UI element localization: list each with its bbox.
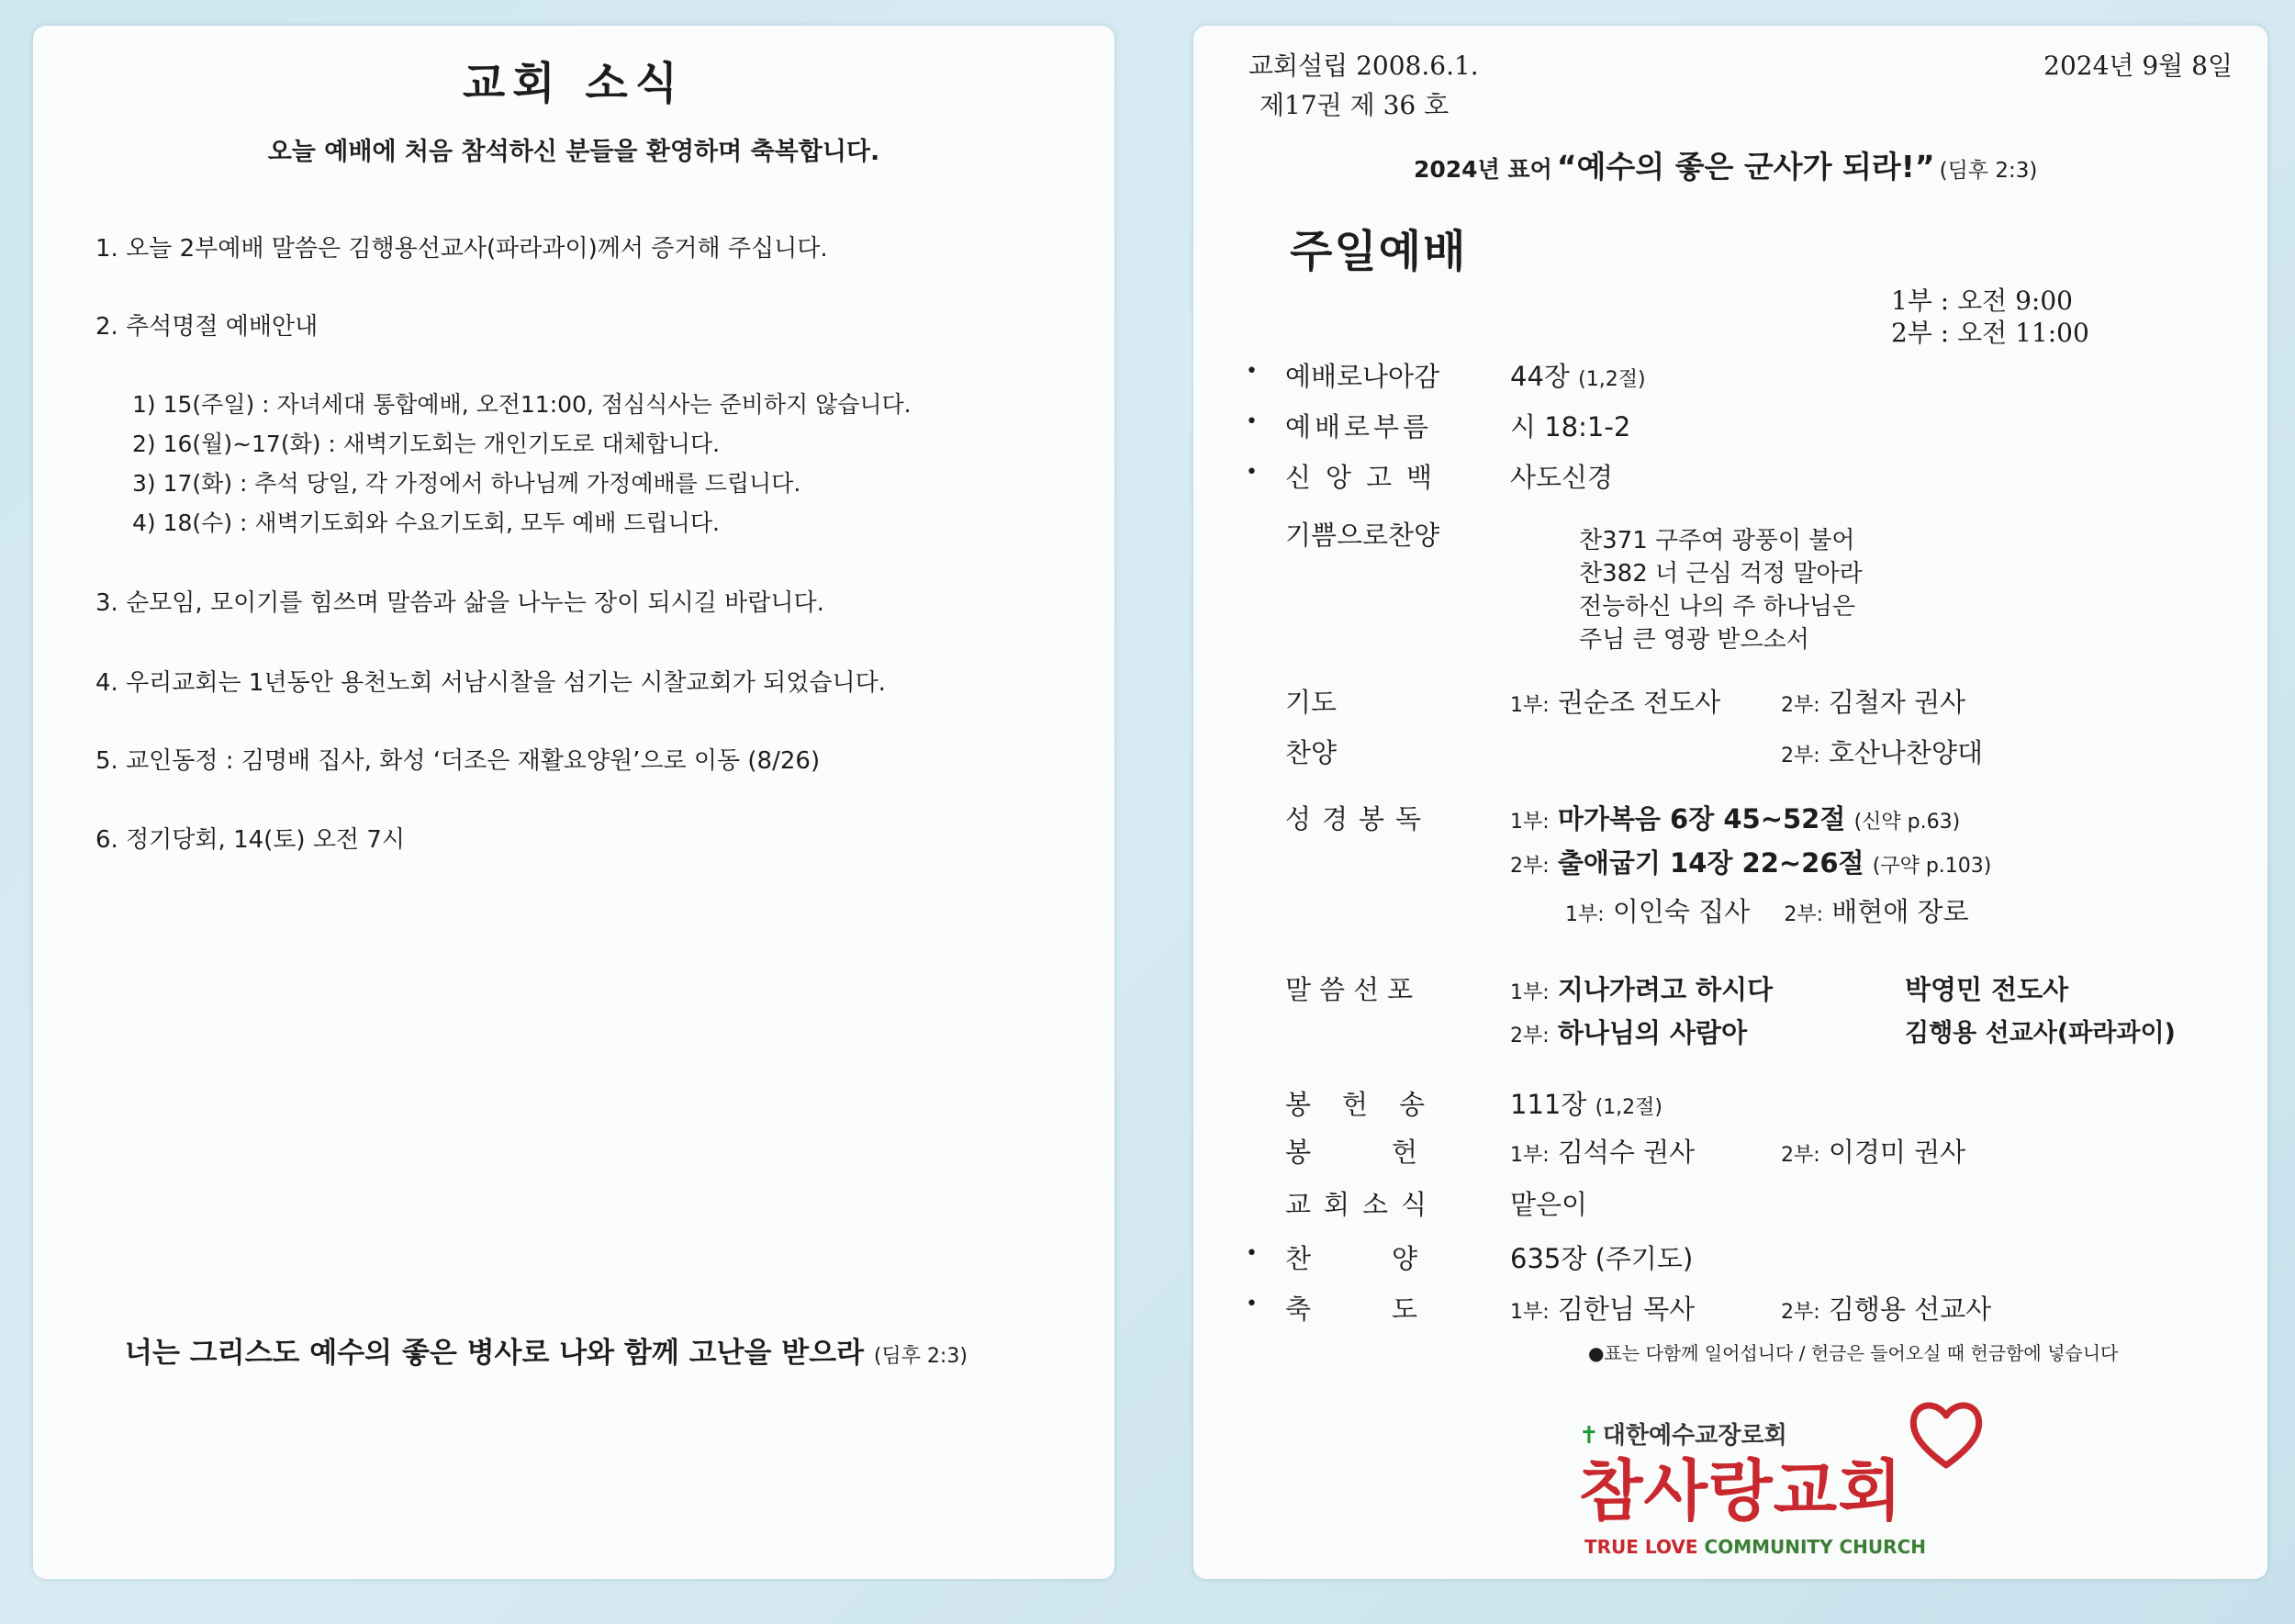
news-item-3: 3. 순모임, 모이기를 힘쓰며 말씀과 삶을 나누는 장이 되시길 바랍니다. [95,589,824,617]
part-2-tag: 2부: [1781,1301,1820,1324]
hymn-label [1285,1238,1499,1276]
part-2-tag: 2부: [1781,745,1820,767]
church-logo [1579,1394,1983,1568]
reading-label: 성경봉독 [1285,803,1433,834]
english-name-part-2: COMMUNITY CHURCH [1704,1536,1926,1558]
procession-hymn: 44장 [1510,361,1570,392]
news-label: 교회소식 [1285,1189,1440,1220]
hymn-label-text: 찬양 [1285,1243,1499,1274]
praise-song-3: 전능하신 나의 주 하나님은 [1579,593,1856,621]
news-title: 교회 소식 [462,58,686,109]
choir-2-name: 호산나찬양대 [1828,737,1983,768]
theme-prefix: 2024년 표어 [1414,156,1552,183]
benediction-2-name: 김행용 선교사 [1828,1294,1992,1325]
praise-label: 기쁨으로찬양 [1285,520,1440,551]
reading-1-passage: 마가복음 6장 45~52절 [1557,803,1846,834]
theme-text: “예수의 좋은 군사가 되라!” [1556,149,1935,185]
procession-value [1510,356,1646,394]
part-1-tag: 1부: [1510,1144,1550,1167]
sermon-1-preacher: 박영민 전도사 [1905,974,2069,1005]
reader-2-name: 배현애 장로 [1831,896,1969,927]
memory-verse-ref: (딤후 2:3) [873,1345,968,1368]
founded-date: 교회설립 2008.6.1. [1248,50,1479,81]
prayer-label [1285,682,1437,720]
call-value: 시 18:1-2 [1510,411,1631,442]
standing-bullet: • [1246,1293,1258,1316]
offering-1 [1510,1132,1695,1170]
benediction-label [1285,1289,1499,1327]
sermon-1 [1510,969,1773,1007]
service-time-1: 1부 : 오전 9:00 [1891,286,2073,316]
news-item-2: 2. 추석명절 예배안내 [95,313,319,341]
theme-ref: (딤후 2:3) [1939,159,2038,183]
choir-label-text: 찬양 [1285,737,1338,768]
reading-1 [1510,799,1960,836]
cross-icon: ✝ [1579,1422,1599,1450]
offering-2-name: 이경미 권사 [1828,1137,1966,1168]
readers [1565,891,1969,929]
news-subitem-4: 4) 18(수) : 새벽기도회와 수요기도회, 모두 예배 드립니다. [132,510,720,536]
bulletin-date: 2024년 9월 8일 [2043,50,2233,81]
news-item-6: 6. 정기당회, 14(토) 오전 7시 [95,826,405,854]
part-1-tag: 1부: [1510,811,1550,834]
offering-label [1285,1132,1499,1170]
standing-bullet: • [1246,360,1258,383]
volume-number: 제17권 제 36 호 [1259,90,1450,120]
prayer-1 [1510,682,1720,720]
hymn-value: 635장 (주기도) [1510,1243,1694,1274]
reading-2 [1510,843,1991,880]
standing-bullet: • [1246,461,1258,484]
welcome-message: 오늘 예배에 처음 참석하신 분들을 환영하며 축복합니다. [267,138,880,166]
english-name-part-1: TRUE LOVE [1584,1536,1698,1558]
praise-song-4: 주님 큰 영광 받으소서 [1579,626,1809,654]
creed-value: 사도신경 [1510,462,1614,493]
benediction-1 [1510,1289,1695,1327]
part-2-tag: 2부: [1510,855,1550,878]
denomination-text: 대한예수교장로회 [1602,1422,1787,1450]
news-value: 맡은이 [1510,1189,1588,1220]
news-item-4: 4. 우리교회는 1년동안 용천노회 서남시찰을 섬기는 시찰교회가 되었습니다. [95,669,886,697]
offering-label-text: 봉헌 [1285,1137,1499,1168]
heart-icon [1905,1394,1987,1476]
part-1-tag: 1부: [1510,694,1550,717]
news-subitem-3: 3) 17(화) : 추석 당일, 각 가정에서 하나님께 가정예배를 드립니다. [132,470,801,497]
offering-hymn-label [1285,1084,1457,1122]
service-title: 주일예배 [1290,226,1468,277]
sermon-2 [1510,1013,1747,1050]
offering-hymn-value [1510,1084,1662,1122]
benediction-label-text: 축도 [1285,1294,1499,1325]
procession-label: 예배로나아감 [1285,361,1440,392]
worship-order-page [1193,26,2267,1579]
benediction-2 [1781,1289,1991,1327]
offering-2 [1781,1132,1965,1170]
reading-1-page: (신약 p.63) [1853,811,1961,834]
prayer-2 [1781,682,1965,720]
yearly-theme [1414,143,2037,186]
standing-bullet: • [1246,1242,1258,1265]
church-news-page [33,26,1114,1579]
part-1-tag: 1부: [1510,1301,1550,1324]
memory-verse-text: 너는 그리스도 예수의 좋은 병사로 나와 함께 고난을 받으라 [125,1337,865,1370]
offering-hymn: 111장 [1510,1089,1587,1120]
call-label: 예배로부름 [1285,411,1433,442]
church-name-english [1584,1536,1926,1558]
sermon-2-title: 하나님의 사람아 [1557,1017,1748,1048]
offering-hymn-label-text: 봉헌송 [1285,1089,1457,1120]
reading-2-page: (구약 p.103) [1872,855,1992,878]
prayer-label-text: 기도 [1285,687,1338,718]
part-2-tag: 2부: [1781,694,1820,717]
part-1-tag: 1부: [1565,903,1605,926]
choir-2 [1781,733,1983,770]
praise-song-1: 찬371 구주여 광풍이 불어 [1579,527,1855,554]
memory-verse [125,1329,968,1371]
praise-song-2: 찬382 너 근심 걱정 말아라 [1579,560,1863,588]
part-2-tag: 2부: [1781,1144,1820,1167]
footnote: ●표는 다함께 일어섭니다 / 헌금은 들어오실 때 헌금함에 넣습니다 [1588,1342,2119,1364]
benediction-1-name: 김한님 목사 [1557,1294,1696,1325]
news-subitem-2: 2) 16(월)~17(화) : 새벽기도회는 개인기도로 대체합니다. [132,431,721,457]
creed-label: 신앙고백 [1285,462,1448,493]
procession-verse: (1,2절) [1578,368,1646,391]
service-time-2: 2부 : 오전 11:00 [1891,318,2089,348]
sermon-2-preacher: 김행용 선교사(파라과이) [1905,1019,2176,1047]
offering-1-name: 김석수 권사 [1557,1137,1696,1168]
sermon-1-title: 지나가려고 하시다 [1557,974,1774,1005]
prayer-2-name: 김철자 권사 [1828,687,1966,718]
offering-hymn-verse: (1,2절) [1595,1096,1662,1119]
church-name: 참사랑교회 [1579,1452,1903,1529]
prayer-1-name: 권순조 전도사 [1557,687,1721,718]
part-1-tag: 1부: [1510,981,1550,1004]
choir-label [1285,733,1437,770]
news-item-5: 5. 교인동정 : 김명배 집사, 화성 ‘더조은 재활요양원’으로 이동 (8/26) [95,747,821,775]
news-item-1: 1. 오늘 2부예배 말씀은 김행용선교사(파라과이)께서 증거해 주십니다. [95,235,828,263]
reader-1-name: 이인숙 집사 [1612,896,1751,927]
standing-bullet: • [1246,410,1258,433]
sermon-label: 말씀선포 [1285,974,1422,1005]
reading-2-passage: 출애굽기 14장 22~26절 [1557,847,1864,879]
part-2-tag: 2부: [1510,1025,1550,1047]
part-2-tag: 2부: [1784,903,1824,926]
news-subitem-1: 1) 15(주일) : 자녀세대 통합예배, 오전11:00, 점심식사는 준비하지 않습니다. [132,391,912,418]
